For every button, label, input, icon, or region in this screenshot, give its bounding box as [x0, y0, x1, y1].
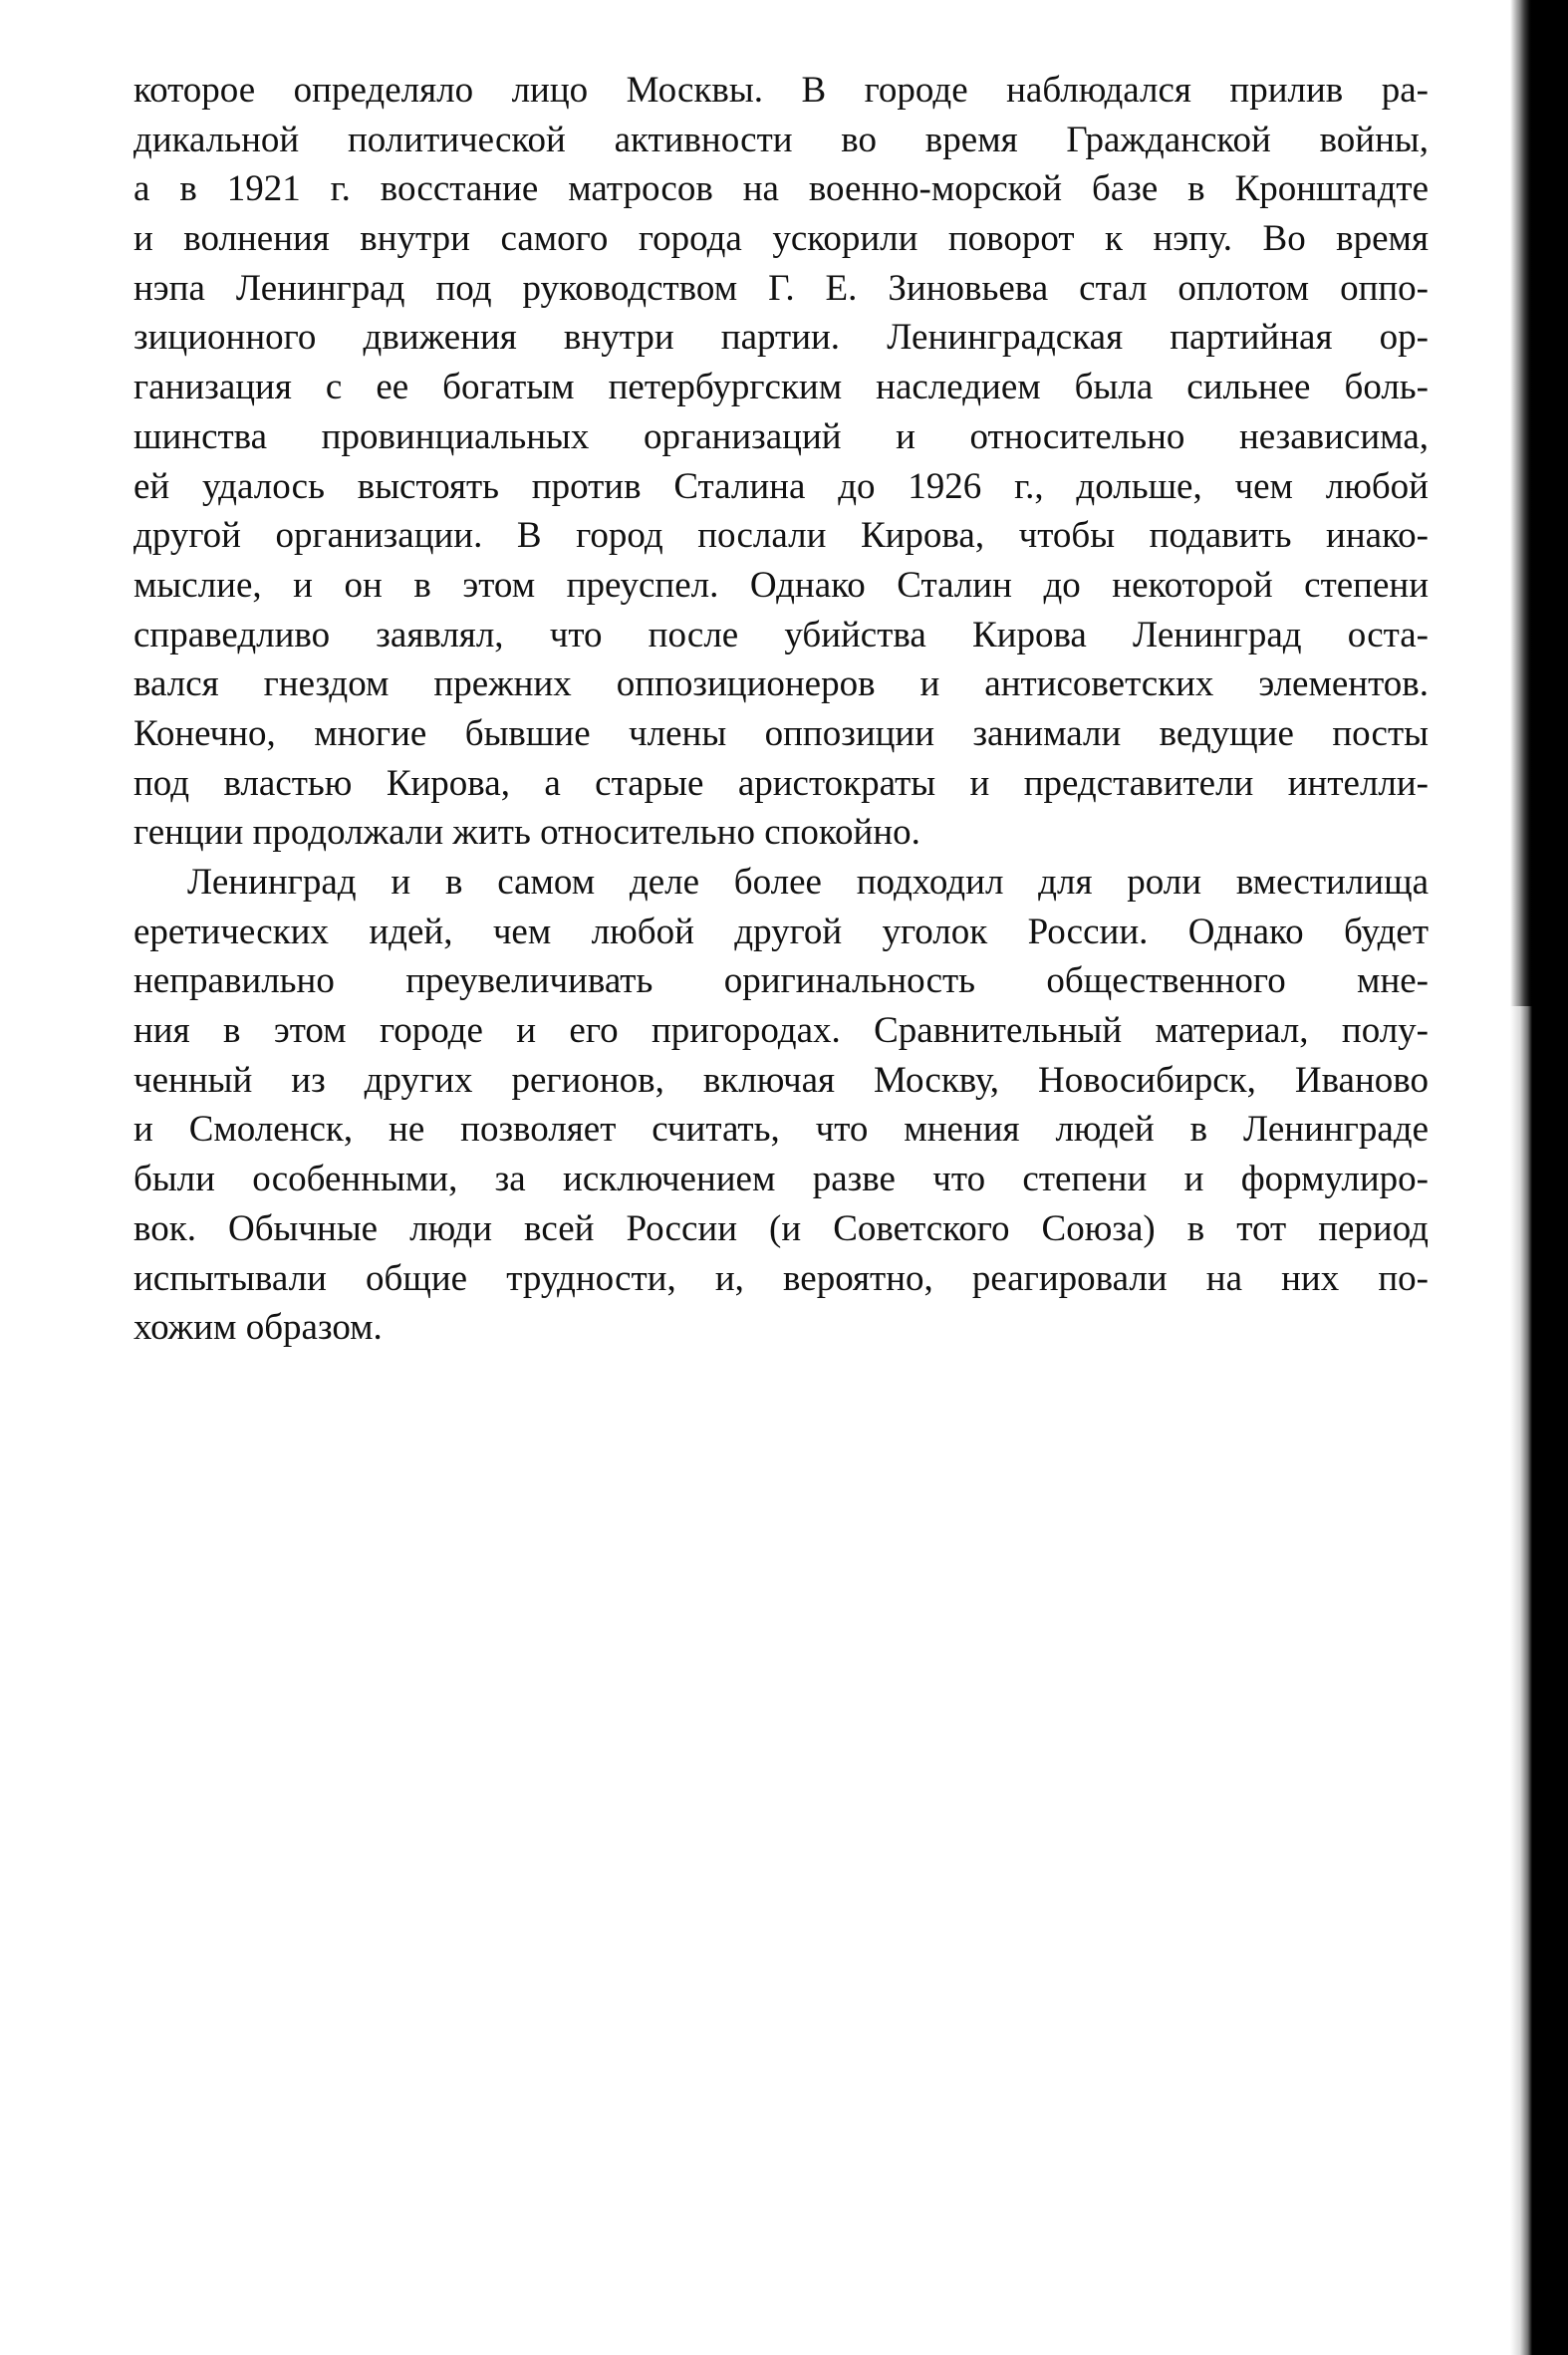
page-text	[133, 66, 1429, 1353]
scan-edge-solid	[1532, 0, 1568, 2355]
text-line: ченный из других регионов, включая Москву, Новосибирск, Иваново	[133, 1059, 1429, 1101]
text-line: а в 1921 г. восстание матросов на военно-морской базе в Кронштадте	[133, 168, 1429, 210]
text-line: неправильно преувеличивать оригинальность общественного мне-	[133, 960, 1429, 1002]
text-line: Конечно, многие бывшие члены оппозиции занимали ведущие посты	[133, 712, 1429, 754]
text-line: справедливо заявлял, что после убийства Кирова Ленинград оста-	[133, 614, 1429, 655]
text-line: и волнения внутри самого города ускорили поворот к нэпу. Во время	[133, 218, 1429, 260]
text-line: зиционного движения внутри партии. Ленинградская партийная ор-	[133, 317, 1429, 359]
text-line: под властью Кирова, а старые аристократы и представители интелли-	[133, 762, 1429, 804]
text-line: генции продолжали жить относительно спокойно.	[133, 812, 920, 854]
text-line: нэпа Ленинград под руководством Г. Е. Зиновьева стал оплотом оппо-	[133, 267, 1429, 309]
text-line: вался гнездом прежних оппозиционеров и антисоветских элементов.	[133, 663, 1429, 705]
text-line: вок. Обычные люди всей России (и Советского Союза) в тот период	[133, 1207, 1429, 1249]
text-line: хожим образом.	[133, 1307, 383, 1349]
text-line: еретических идей, чем любой другой уголок России. Однако будет	[133, 911, 1429, 952]
text-line: ганизация с ее богатым петербургским наследием была сильнее боль-	[133, 367, 1429, 408]
text-line: шинства провинциальных организаций и относительно независима,	[133, 415, 1429, 457]
text-line: мыслие, и он в этом преуспел. Однако Сталин до некоторой степени	[133, 564, 1429, 606]
paragraph-1	[133, 66, 1429, 858]
text-line: и Смоленск, не позволяет считать, что мнения людей в Ленинграде	[133, 1109, 1429, 1151]
scan-edge-upper	[1510, 0, 1532, 1006]
text-line: ния в этом городе и его пригородах. Сравнительный материал, полу-	[133, 1010, 1429, 1052]
text-line: Ленинград и в самом деле более подходил для роли вместилища	[187, 862, 1429, 903]
text-line: испытывали общие трудности, и, вероятно, реагировали на них по-	[133, 1257, 1429, 1299]
scan-edge-shadow	[1510, 0, 1568, 2355]
text-line: другой организации. В город послали Кирова, чтобы подавить инако-	[133, 515, 1429, 557]
paragraph-2	[133, 858, 1429, 1353]
text-line: ей удалось выстоять против Сталина до 1926 г., дольше, чем любой	[133, 465, 1429, 507]
text-line: которое определяло лицо Москвы. В городе наблюдался прилив ра-	[133, 70, 1429, 111]
text-line: дикальной политической активности во время Гражданской войны,	[133, 119, 1429, 160]
text-line: были особенными, за исключением разве что степени и формулиро-	[133, 1159, 1429, 1200]
